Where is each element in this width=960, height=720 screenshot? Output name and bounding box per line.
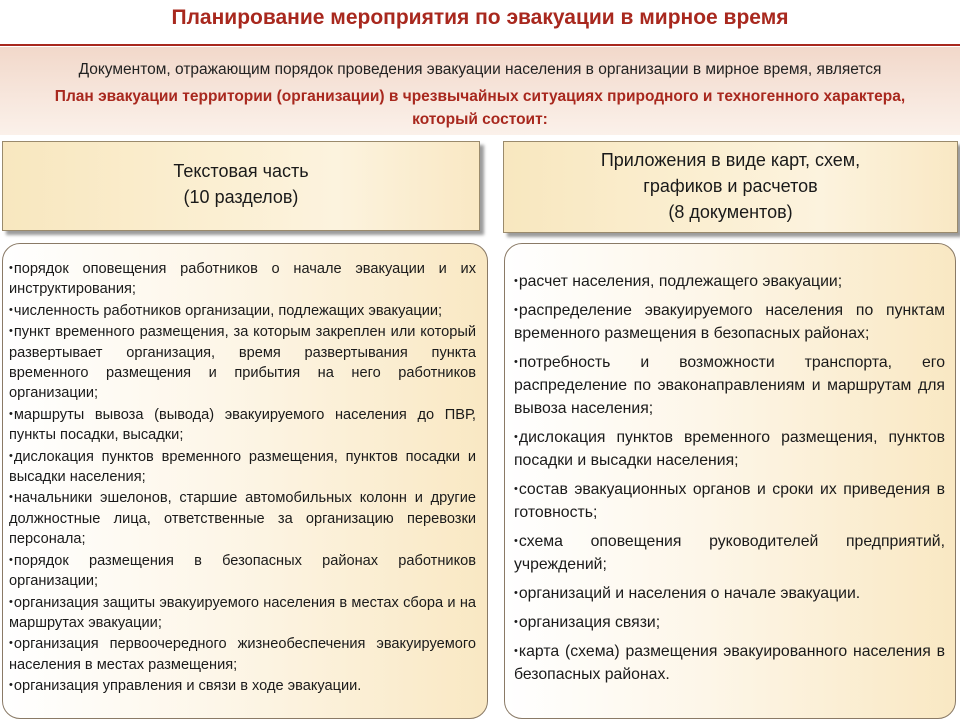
list-item-text: пункт временного размещения, за которым закреплен или который развертывает организация, время развертывания пункта временного размещения и прибытия на него работников организации; [9, 324, 476, 402]
text-part-list [9, 258, 476, 697]
list-item-text: схема оповещения руководителей предприятий, учреждений; [514, 533, 945, 573]
list-item [9, 300, 476, 321]
list-item-text: порядок оповещения работников о начале эвакуации и их инструктирования; [9, 261, 476, 298]
list-item-text: дислокация пунктов временного размещения, пунктов посадки и высадки населения; [9, 448, 476, 486]
text-part-box [2, 141, 480, 231]
bullet-icon: • [514, 483, 518, 495]
list-item [9, 321, 476, 404]
bullet-icon: • [9, 262, 13, 274]
list-item [9, 258, 476, 300]
list-item [514, 426, 945, 472]
list-item [514, 611, 945, 634]
page-title: Планирование мероприятия по эвакуации в мирное время [171, 6, 789, 29]
list-item [514, 270, 945, 293]
list-item-text: дислокация пунктов временного размещения, пунктов посадки и высадки населения; [514, 429, 945, 469]
list-item-text: организация связи; [518, 614, 661, 631]
list-item [9, 592, 476, 634]
bullet-icon: • [9, 325, 13, 338]
appendix-list [514, 270, 945, 686]
bullet-icon: • [514, 431, 518, 443]
bullet-icon: • [514, 645, 518, 657]
list-item [514, 582, 945, 605]
bullet-icon: • [9, 679, 13, 692]
bullet-icon: • [9, 491, 13, 504]
text-part-list-panel [2, 243, 488, 719]
list-item [9, 633, 476, 675]
bullet-icon: • [514, 587, 518, 599]
list-item-text: организаций и населения о начале эвакуации. [518, 585, 861, 602]
bullet-icon: • [514, 304, 518, 316]
text-part-count: (10 разделов) [183, 187, 299, 207]
bullet-icon: • [514, 275, 518, 287]
bullet-icon: • [514, 356, 518, 368]
intro-text: Документом, отражающим порядок проведения эвакуации населения в организации в мирное время, является [78, 61, 882, 78]
bullet-icon: • [514, 616, 518, 628]
list-item-text: порядок размещения в безопасных районах работников организации; [9, 552, 476, 590]
list-item-text: распределение эвакуируемого населения по пунктам временного размещения в безопасных районах; [514, 302, 945, 342]
list-item [9, 675, 476, 696]
appendix-count: (8 документов) [668, 202, 793, 222]
bullet-icon: • [9, 407, 13, 420]
list-item [9, 404, 476, 446]
list-item-text: состав эвакуационных органов и сроки их приведения в готовность; [514, 481, 945, 521]
list-item-text: маршруты вывоза (вывода) эвакуируемого населения до ПВР, пункты посадки, высадки; [9, 406, 476, 444]
list-item-text: потребность и возможности транспорта, его распределение по эваконаправлениям и маршрутам для вывоза населения; [514, 354, 945, 417]
list-item [514, 530, 945, 576]
list-item [9, 550, 476, 592]
list-item-text: организация первоочередного жизнеобеспечения эвакуируемого населения в местах размещения; [9, 636, 476, 673]
bullet-icon: • [9, 637, 13, 650]
bullet-icon: • [514, 535, 518, 547]
text-part-heading: Текстовая часть [173, 161, 309, 181]
bullet-icon: • [9, 303, 13, 316]
bullet-icon: • [9, 553, 13, 566]
list-item-text: расчет населения, подлежащего эвакуации; [518, 273, 843, 290]
appendix-list-panel [504, 243, 956, 719]
intro-banner [0, 47, 960, 135]
list-item [514, 299, 945, 345]
list-item-text: численность работников организации, подлежащих эвакуации; [13, 302, 443, 319]
appendix-heading-line2: графиков и расчетов [643, 176, 818, 196]
bullet-icon: • [9, 449, 13, 462]
appendix-box [503, 141, 958, 233]
list-item-text: начальники эшелонов, старшие автомобильных колонн и другие должностные лица, ответственные за организацию перевозки персонала; [9, 490, 476, 548]
title-divider [0, 44, 960, 46]
list-item [514, 640, 945, 686]
list-item [9, 446, 476, 488]
list-item-text: карта (схема) размещения эвакуированного населения в безопасных районах. [514, 643, 945, 683]
list-item-text: организация управления и связи в ходе эвакуации. [13, 678, 362, 695]
list-item [514, 478, 945, 524]
bullet-icon: • [9, 595, 13, 608]
plan-name: План эвакуации территории (организации) в чрезвычайных ситуациях природного и техногенного характера, который состоит: [54, 88, 906, 128]
list-item [514, 351, 945, 420]
list-item-text: организация защиты эвакуируемого населения в местах сбора и на маршрутах эвакуации; [9, 594, 476, 631]
appendix-heading-line1: Приложения в виде карт, схем, [600, 150, 861, 170]
list-item [9, 487, 476, 549]
